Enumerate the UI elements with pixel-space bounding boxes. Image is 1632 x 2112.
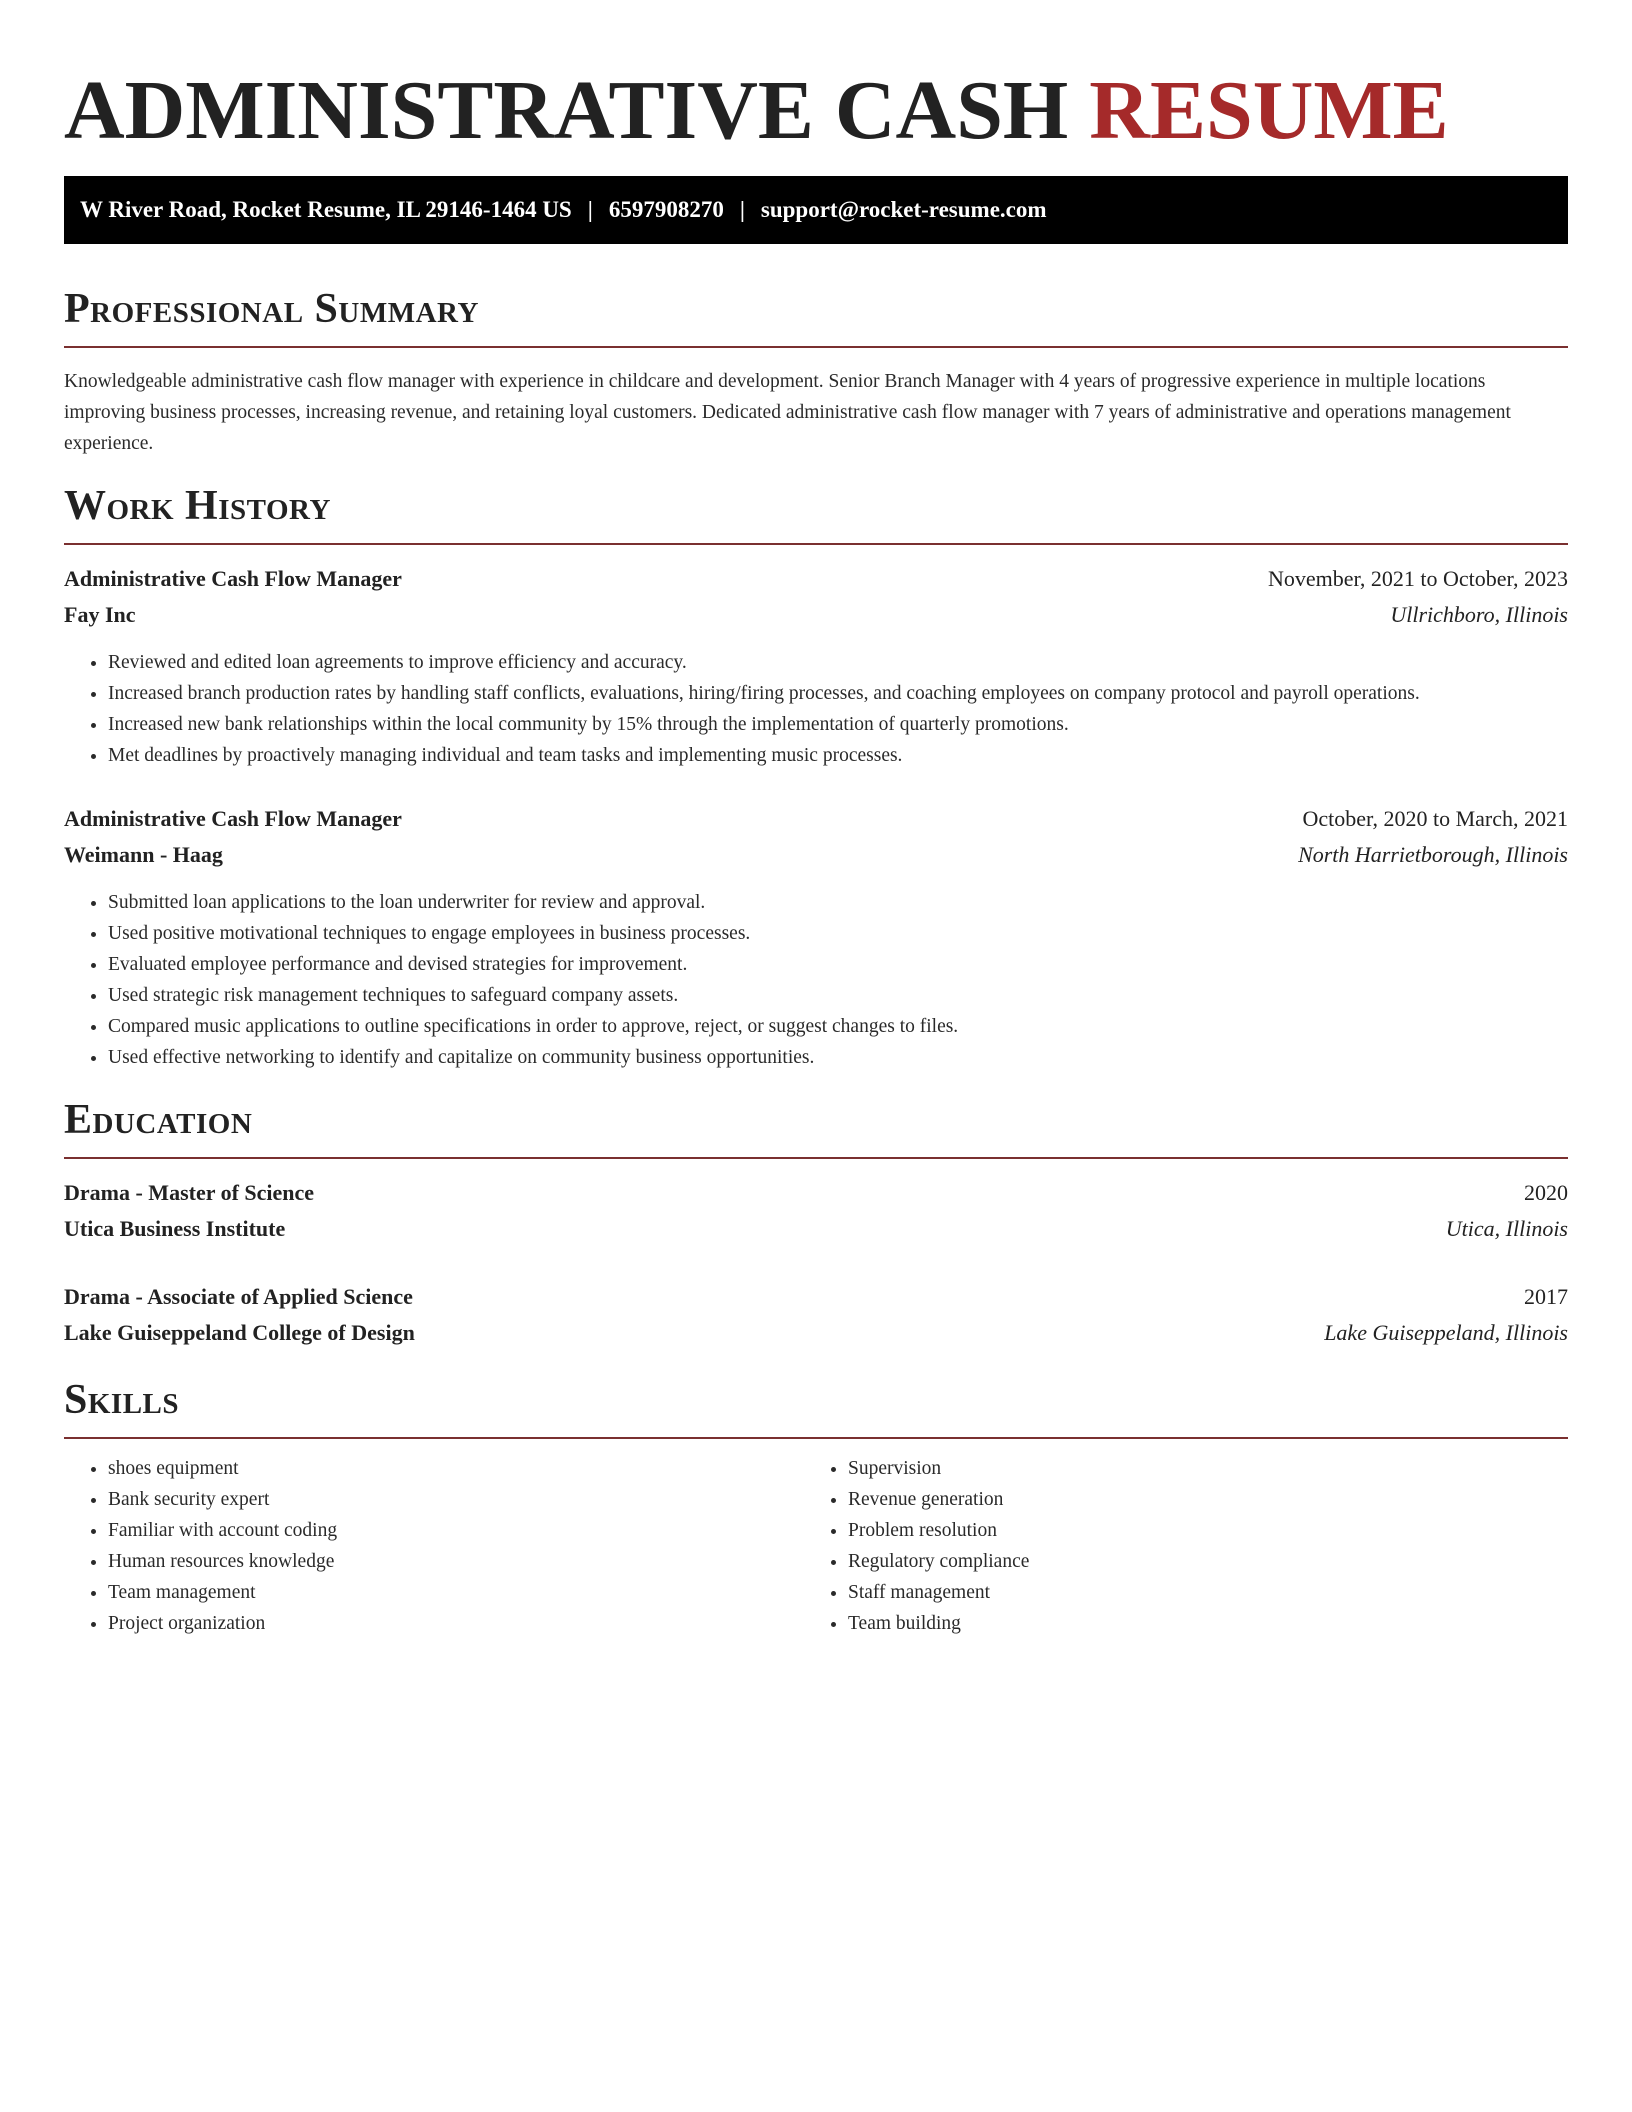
- work-history-section: [64, 481, 1568, 1073]
- summary-text: Knowledgeable administrative cash flow manager with experience in childcare and development. Senior Branch Manager with 4 years of progressive experience in multiple locations improving business processes, increasing revenue, and retaining loyal customers. Dedicated administrative cash flow manager with 7 years of administrative and operations management experience.: [64, 371, 1511, 454]
- skills-heading: Skills: [64, 1377, 180, 1423]
- skill-item: • Supervision: [848, 1453, 1544, 1484]
- job-bullet: • Reviewed and edited loan agreements to improve efficiency and accuracy.: [108, 647, 1568, 678]
- skill-item: • Human resources knowledge: [108, 1546, 804, 1577]
- job-location: North Harrietborough, Illinois: [1298, 842, 1568, 867]
- job-entry: [64, 561, 1568, 771]
- contact-email: support@rocket-resume.com: [760, 197, 1047, 222]
- section-divider: [64, 543, 1568, 545]
- job-bullet: • Used strategic risk management techniques to safeguard company assets.: [108, 980, 1568, 1011]
- education-year: 2017: [1524, 1284, 1568, 1309]
- education-school: Utica Business Institute: [64, 1216, 286, 1241]
- skill-item: • Staff management: [848, 1577, 1544, 1608]
- title-accent-word: RESUME: [1089, 64, 1449, 157]
- skill-item: • shoes equipment: [108, 1453, 804, 1484]
- job-dates: October, 2020 to March, 2021: [1302, 806, 1568, 831]
- skill-item: • Team management: [108, 1577, 804, 1608]
- education-entry: [64, 1279, 1568, 1351]
- skill-item: • Project organization: [108, 1608, 804, 1639]
- skills-column-left: [64, 1453, 804, 1639]
- job-title: Administrative Cash Flow Manager: [64, 566, 402, 591]
- skills-section: [64, 1375, 1568, 1639]
- job-bullet: • Compared music applications to outline specifications in order to approve, reject, or suggest changes to files.: [108, 1011, 1568, 1042]
- education-degree: Drama - Associate of Applied Science: [64, 1284, 413, 1309]
- job-bullet: • Submitted loan applications to the loan underwriter for review and approval.: [108, 887, 1568, 918]
- skill-item: • Team building: [848, 1608, 1544, 1639]
- job-bullet: • Met deadlines by proactively managing individual and team tasks and implementing music processes.: [108, 740, 1568, 771]
- skill-item: • Familiar with account coding: [108, 1515, 804, 1546]
- contact-bar: [64, 176, 1568, 244]
- summary-heading: Professional Summary: [64, 286, 479, 332]
- job-location: Ullrichboro, Illinois: [1390, 602, 1568, 627]
- education-heading: Education: [64, 1097, 253, 1143]
- job-title: Administrative Cash Flow Manager: [64, 806, 402, 831]
- education-section: [64, 1095, 1568, 1351]
- education-degree: Drama - Master of Science: [64, 1180, 315, 1205]
- contact-phone: 6597908270: [608, 197, 724, 222]
- job-dates: November, 2021 to October, 2023: [1267, 566, 1568, 591]
- resume-page: [64, 0, 1568, 1639]
- skills-columns: [64, 1453, 1568, 1639]
- skill-item: • Bank security expert: [108, 1484, 804, 1515]
- education-school: Lake Guiseppeland College of Design: [64, 1320, 415, 1345]
- job-bullets: [64, 647, 1568, 771]
- section-divider: [64, 1437, 1568, 1439]
- job-bullet: • Used positive motivational techniques to engage employees in business processes.: [108, 918, 1568, 949]
- job-company: Weimann - Haag: [64, 842, 223, 867]
- job-bullet: • Increased branch production rates by handling staff conflicts, evaluations, hiring/firing processes, and coaching employees on company protocol and payroll operations.: [108, 678, 1568, 709]
- contact-separator: |: [739, 197, 745, 222]
- section-divider: [64, 1157, 1568, 1159]
- work-history-heading: Work History: [64, 483, 331, 529]
- job-bullets: [64, 887, 1568, 1073]
- education-entry: [64, 1175, 1568, 1247]
- summary-section: [64, 284, 1568, 459]
- job-entry: [64, 801, 1568, 1073]
- skill-item: • Problem resolution: [848, 1515, 1544, 1546]
- job-bullet: • Used effective networking to identify and capitalize on community business opportunities.: [108, 1042, 1568, 1073]
- title-name: ADMINISTRATIVE CASH: [64, 64, 1069, 157]
- education-location: Lake Guiseppeland, Illinois: [1324, 1320, 1568, 1345]
- skills-column-right: [804, 1453, 1544, 1639]
- education-location: Utica, Illinois: [1445, 1216, 1568, 1241]
- job-bullet: • Increased new bank relationships within the local community by 15% through the implementation of quarterly promotions.: [108, 709, 1568, 740]
- skill-item: • Regulatory compliance: [848, 1546, 1544, 1577]
- job-company: Fay Inc: [64, 602, 136, 627]
- contact-address: W River Road, Rocket Resume, IL 29146-1464 US: [80, 197, 572, 222]
- contact-separator: |: [587, 197, 593, 222]
- education-year: 2020: [1524, 1180, 1568, 1205]
- skill-item: • Revenue generation: [848, 1484, 1544, 1515]
- section-divider: [64, 346, 1568, 348]
- resume-title: [64, 0, 1568, 160]
- job-bullet: • Evaluated employee performance and devised strategies for improvement.: [108, 949, 1568, 980]
